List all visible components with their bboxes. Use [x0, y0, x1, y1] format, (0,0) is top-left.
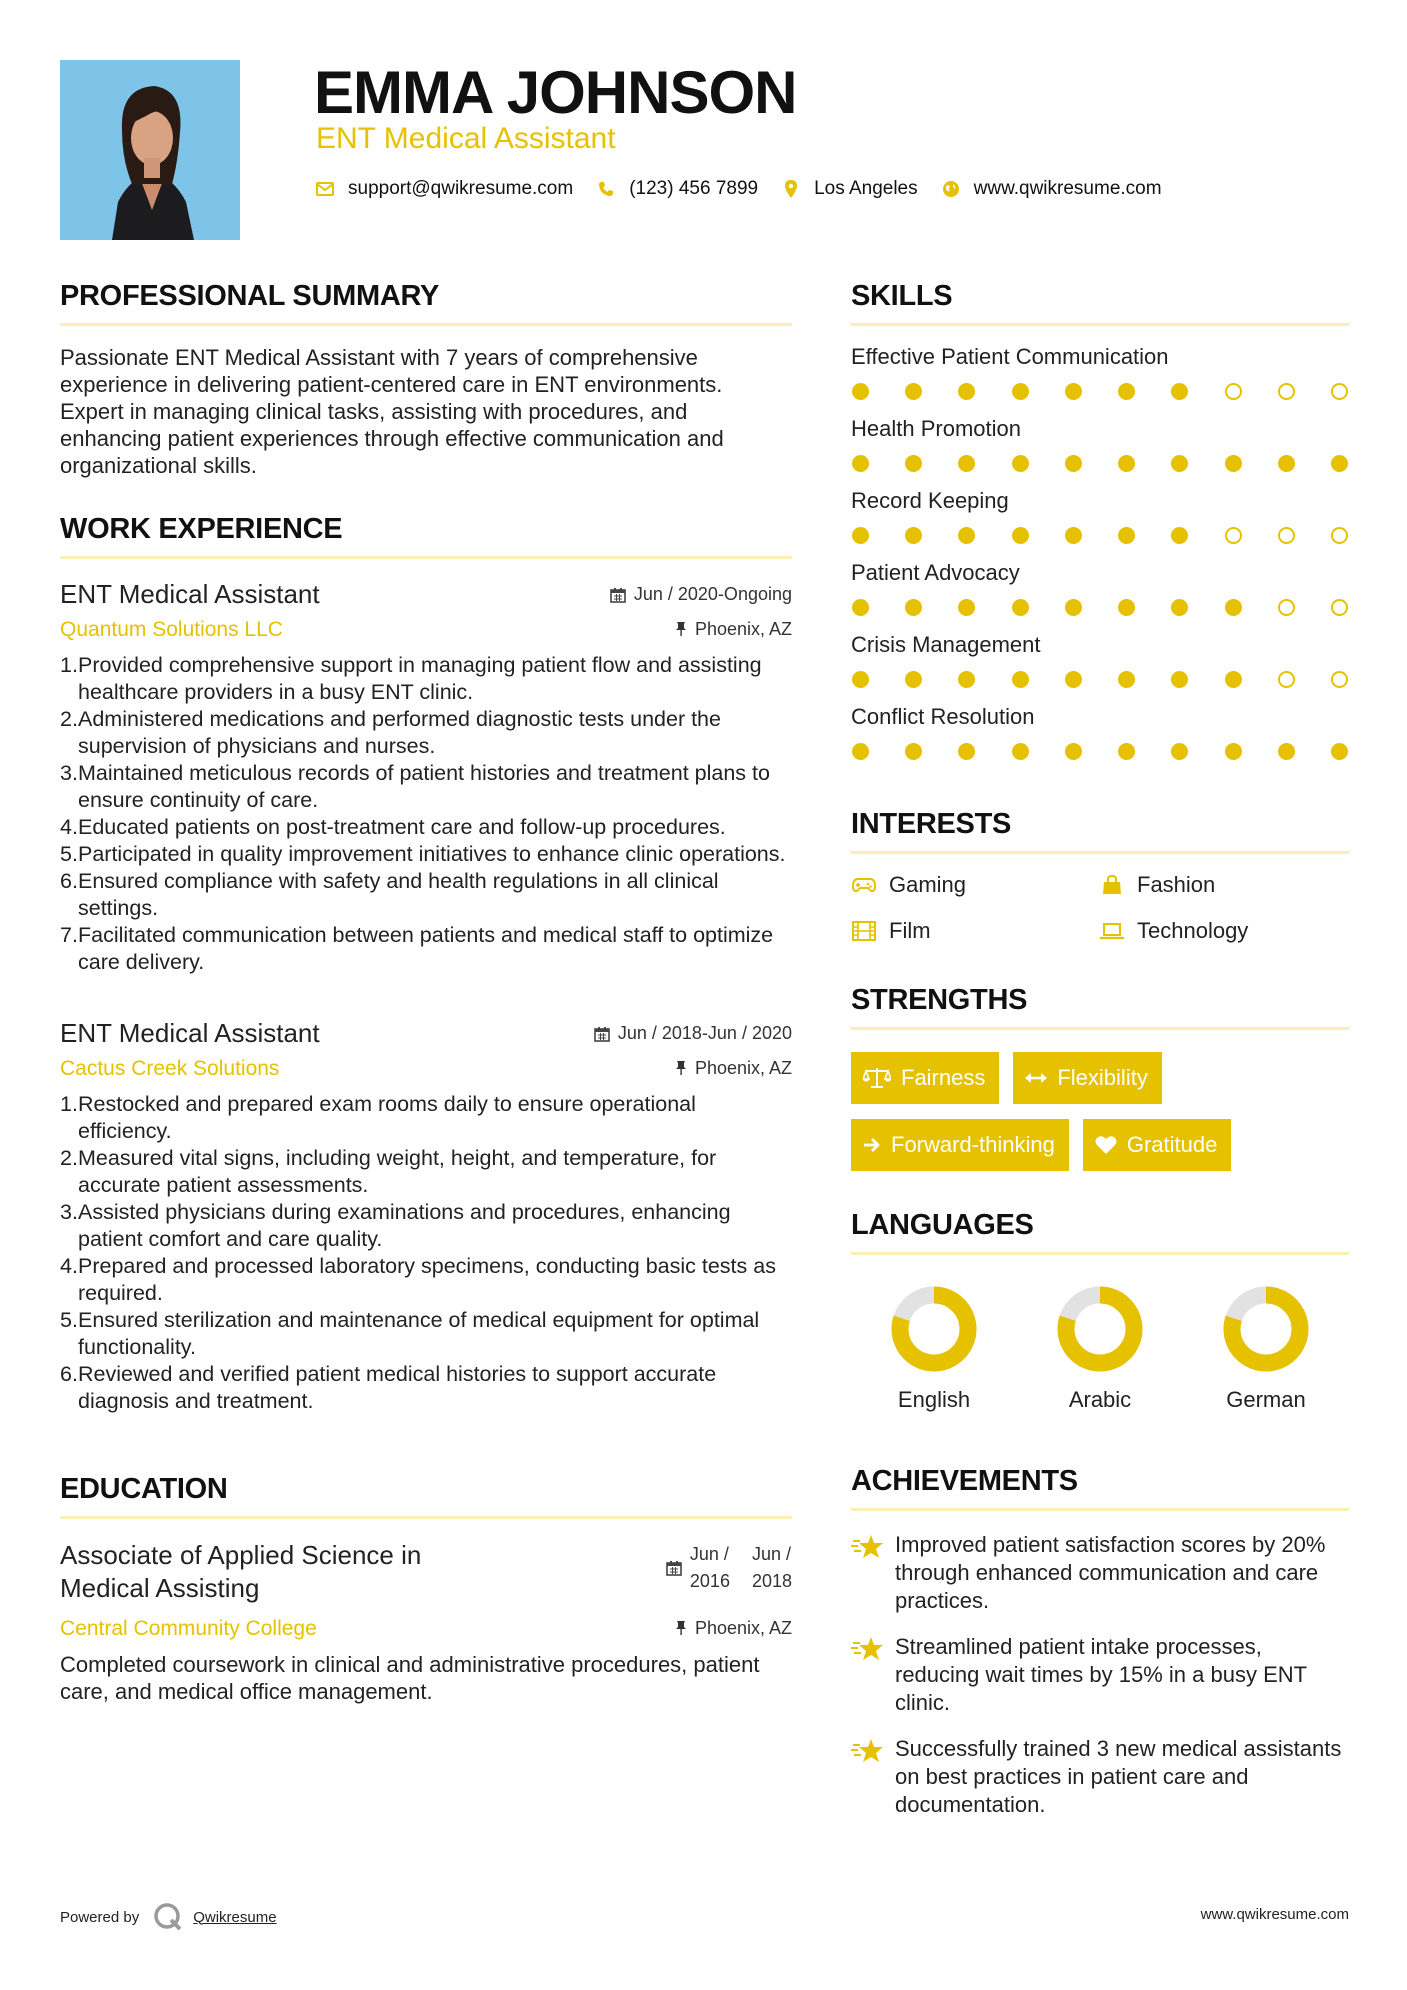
rating-dot-filled: [958, 671, 975, 688]
interest-item: Fashion: [1099, 872, 1349, 898]
strengths-list: [851, 1052, 1349, 1171]
rating-dot-filled: [1278, 743, 1295, 760]
rating-dot-empty: [1278, 527, 1295, 544]
contact-phone[interactable]: [595, 178, 758, 200]
start-year: 2016: [689, 1571, 730, 1591]
skill-rating: [851, 671, 1349, 688]
interests-heading: INTERESTS: [851, 808, 1349, 854]
skills-list: [851, 344, 1349, 760]
left-column: [60, 280, 792, 1705]
calendar-icon: [666, 1560, 682, 1576]
list-item: 3. Assisted physicians during examinations and procedures, enhancing patient comfort and care quality.: [60, 1200, 731, 1251]
candidate-name: EMMA JOHNSON: [314, 59, 797, 126]
rating-dot-empty: [1225, 527, 1242, 544]
rating-dot-filled: [1225, 671, 1242, 688]
interests-list: [851, 872, 1349, 944]
rating-dot-filled: [1065, 743, 1082, 760]
achievement-item: Streamlined patient intake processes, reducing wait times by 15% in a busy ENT clinic.: [851, 1633, 1349, 1717]
skill-item: Record Keeping: [851, 488, 1349, 544]
strengths-heading: STRENGTHS: [851, 984, 1349, 1030]
rating-dot-filled: [852, 455, 869, 472]
language-proficiency-ring: [890, 1285, 978, 1373]
achievement-item: Successfully trained 3 new medical assistants on best practices in patient care and documentation.: [851, 1735, 1349, 1819]
rating-dot-empty: [1331, 383, 1348, 400]
end-month: Jun /: [751, 1544, 791, 1564]
rating-dot-filled: [1171, 383, 1188, 400]
achievements-heading: ACHIEVEMENTS: [851, 1465, 1349, 1511]
list-item: 7. Facilitated communication between patients and medical staff to optimize care delivery.: [60, 923, 774, 974]
rating-dot-filled: [1225, 455, 1242, 472]
rating-dot-filled: [1171, 455, 1188, 472]
rating-dot-filled: [958, 527, 975, 544]
rating-dot-filled: [1118, 527, 1135, 544]
rating-dot-empty: [1278, 599, 1295, 616]
star-badge-icon: [851, 1635, 887, 1717]
phone-icon: [595, 178, 617, 200]
email-text: support@qwikresume.com: [348, 178, 574, 199]
summary-text: Passionate ENT Medical Assistant with 7 years of comprehensive experience in delivering patient-centered care in ENT environments. Expert in managing clinical tasks, assisting with procedures, and enhancing patient experiences through effective communication and organizational skills.: [60, 345, 724, 478]
pushpin-icon: [675, 1620, 687, 1636]
company-name: Cactus Creek Solutions: [60, 1057, 280, 1080]
skill-rating: [851, 383, 1349, 400]
rating-dot-filled: [1118, 599, 1135, 616]
degree-title: Associate of Applied Science in Medical Assisting: [60, 1540, 422, 1603]
experience-heading: WORK EXPERIENCE: [60, 513, 792, 559]
contact-location: [780, 178, 918, 200]
skill-item: Health Promotion: [851, 416, 1349, 472]
rating-dot-filled: [905, 527, 922, 544]
star-badge-icon: [851, 1533, 887, 1615]
interest-item: Gaming: [851, 872, 1099, 898]
star-badge-icon: [851, 1737, 887, 1819]
rating-dot-empty: [1225, 383, 1242, 400]
list-item: 1. Provided comprehensive support in managing patient flow and assisting healthcare providers in a busy ENT clinic.: [60, 653, 762, 704]
school-location: Phoenix, AZ: [675, 1618, 792, 1639]
job-bullets: [60, 1091, 792, 1415]
list-item: 1. Restocked and prepared exam rooms daily to ensure operational efficiency.: [60, 1092, 696, 1143]
rating-dot-empty: [1331, 527, 1348, 544]
shopping-bag-icon: [1099, 874, 1125, 896]
language-item: English: [851, 1285, 1017, 1413]
achievement-item: Improved patient satisfaction scores by 20% through enhanced communication and care practices.: [851, 1531, 1349, 1615]
rating-dot-filled: [1171, 527, 1188, 544]
gamepad-icon: [851, 874, 877, 896]
rating-dot-filled: [1012, 383, 1029, 400]
strength-chip: Fairness: [851, 1052, 999, 1104]
rating-dot-filled: [958, 743, 975, 760]
heart-icon: [1095, 1135, 1117, 1155]
rating-dot-filled: [1225, 599, 1242, 616]
calendar-icon: [594, 1026, 610, 1042]
rating-dot-empty: [1331, 599, 1348, 616]
contact-bar: [314, 178, 1184, 200]
rating-dot-filled: [1065, 383, 1082, 400]
job-bullets: [60, 652, 792, 976]
rating-dot-filled: [1225, 743, 1242, 760]
rating-dot-filled: [1118, 743, 1135, 760]
pushpin-icon: [675, 1060, 687, 1076]
rating-dot-filled: [958, 383, 975, 400]
rating-dot-filled: [1171, 743, 1188, 760]
rating-dot-empty: [1331, 671, 1348, 688]
rating-dot-filled: [852, 383, 869, 400]
rating-dot-filled: [905, 743, 922, 760]
education-entry: [60, 1539, 792, 1705]
job-title: ENT Medical Assistant: [60, 579, 320, 609]
skill-item: Effective Patient Communication: [851, 344, 1349, 400]
arrow-right-icon: [863, 1137, 881, 1153]
footer-website[interactable]: www.qwikresume.com: [1200, 1906, 1349, 1923]
rating-dot-filled: [852, 743, 869, 760]
school-name: Central Community College: [60, 1617, 317, 1640]
skill-rating: [851, 527, 1349, 544]
skills-heading: SKILLS: [851, 280, 1349, 326]
job-title: ENT Medical Assistant: [60, 1018, 320, 1048]
list-item: 2. Measured vital signs, including weight, height, and temperature, for accurate patient assessments.: [60, 1146, 717, 1197]
job-location: Phoenix, AZ: [675, 1058, 792, 1079]
globe-icon: [940, 178, 962, 200]
job-location: Phoenix, AZ: [675, 619, 792, 640]
languages-list: [851, 1285, 1349, 1413]
skill-item: Patient Advocacy: [851, 560, 1349, 616]
start-month: Jun /: [689, 1544, 729, 1564]
rating-dot-filled: [1278, 455, 1295, 472]
languages-heading: LANGUAGES: [851, 1209, 1349, 1255]
education-description: Completed coursework in clinical and administrative procedures, patient care, and medical office management.: [60, 1652, 760, 1704]
rating-dot-filled: [1065, 599, 1082, 616]
calendar-icon: [610, 587, 626, 603]
film-icon: [851, 920, 877, 942]
rating-dot-filled: [852, 671, 869, 688]
company-name: Quantum Solutions LLC: [60, 618, 283, 641]
website-text: www.qwikresume.com: [973, 178, 1162, 199]
strength-chip: Forward-thinking: [851, 1119, 1069, 1171]
list-item: 6. Reviewed and verified patient medical histories to support accurate diagnosis and treatment.: [60, 1362, 717, 1413]
list-item: 2. Administered medications and performed diagnostic tests under the supervision of physicians and nurses.: [60, 707, 721, 758]
rating-dot-filled: [1012, 671, 1029, 688]
list-item: 3. Maintained meticulous records of patient histories and treatment plans to ensure continuity of care.: [60, 761, 770, 812]
rating-dot-filled: [1171, 599, 1188, 616]
rating-dot-filled: [1065, 527, 1082, 544]
rating-dot-filled: [1171, 671, 1188, 688]
job-date: Jun / 2018-Jun / 2020: [594, 1023, 792, 1044]
job-entry: [60, 579, 792, 976]
rating-dot-filled: [852, 599, 869, 616]
contact-website[interactable]: [940, 178, 1162, 200]
rating-dot-filled: [1065, 671, 1082, 688]
strength-chip: Flexibility: [1013, 1052, 1161, 1104]
education-heading: EDUCATION: [60, 1473, 792, 1519]
rating-dot-filled: [1118, 455, 1135, 472]
laptop-icon: [1099, 920, 1125, 942]
list-item: 5. Ensured sterilization and maintenance of medical equipment for optimal functionality.: [60, 1308, 760, 1359]
candidate-title: ENT Medical Assistant: [316, 122, 616, 155]
end-year: 2018: [751, 1571, 792, 1591]
skill-rating: [851, 743, 1349, 760]
rating-dot-filled: [1012, 743, 1029, 760]
summary-heading: PROFESSIONAL SUMMARY: [60, 280, 792, 326]
envelope-icon: [314, 178, 336, 200]
rating-dot-empty: [1278, 383, 1295, 400]
rating-dot-filled: [1012, 527, 1029, 544]
language-item: Arabic: [1017, 1285, 1183, 1413]
rating-dot-filled: [1331, 455, 1348, 472]
language-item: German: [1183, 1285, 1349, 1413]
rating-dot-filled: [1118, 671, 1135, 688]
pushpin-icon: [675, 621, 687, 637]
map-pin-icon: [780, 178, 802, 200]
list-item: 4. Educated patients on post-treatment care and follow-up procedures.: [60, 815, 726, 839]
arrows-horizontal-icon: [1025, 1072, 1047, 1084]
strength-chip: Gratitude: [1083, 1119, 1232, 1171]
rating-dot-filled: [905, 455, 922, 472]
balance-scale-icon: [863, 1067, 891, 1089]
rating-dot-filled: [1331, 743, 1348, 760]
rating-dot-filled: [1012, 455, 1029, 472]
profile-photo: [60, 60, 240, 240]
interest-item: Film: [851, 918, 1099, 944]
footer-powered-by: Powered by Qwikresume: [60, 1902, 277, 1932]
skill-item: Crisis Management: [851, 632, 1349, 688]
rating-dot-filled: [1118, 383, 1135, 400]
qwikresume-logo-icon: [153, 1902, 183, 1932]
rating-dot-filled: [958, 599, 975, 616]
skill-rating: [851, 455, 1349, 472]
list-item: 4. Prepared and processed laboratory specimens, conducting basic tests as required.: [60, 1254, 776, 1305]
skill-rating: [851, 599, 1349, 616]
education-dates: [666, 1541, 792, 1595]
job-entry: [60, 1018, 792, 1415]
language-proficiency-ring: [1056, 1285, 1144, 1373]
interest-item: Technology: [1099, 918, 1349, 944]
right-column: [851, 280, 1349, 1819]
phone-text: (123) 456 7899: [629, 178, 759, 199]
rating-dot-filled: [905, 671, 922, 688]
rating-dot-filled: [958, 455, 975, 472]
skill-item: Conflict Resolution: [851, 704, 1349, 760]
location-text: Los Angeles: [814, 178, 918, 199]
rating-dot-filled: [852, 527, 869, 544]
rating-dot-filled: [1012, 599, 1029, 616]
rating-dot-filled: [905, 383, 922, 400]
rating-dot-filled: [905, 599, 922, 616]
contact-email[interactable]: [314, 178, 573, 200]
list-item: 5. Participated in quality improvement initiatives to enhance clinic operations.: [60, 842, 786, 866]
achievements-list: [851, 1531, 1349, 1819]
rating-dot-filled: [1065, 455, 1082, 472]
list-item: 6. Ensured compliance with safety and health regulations in all clinical settings.: [60, 869, 719, 920]
rating-dot-empty: [1278, 671, 1295, 688]
footer-brand-link[interactable]: Qwikresume: [193, 1908, 277, 1926]
language-proficiency-ring: [1222, 1285, 1310, 1373]
job-date: Jun / 2020-Ongoing: [610, 584, 792, 605]
